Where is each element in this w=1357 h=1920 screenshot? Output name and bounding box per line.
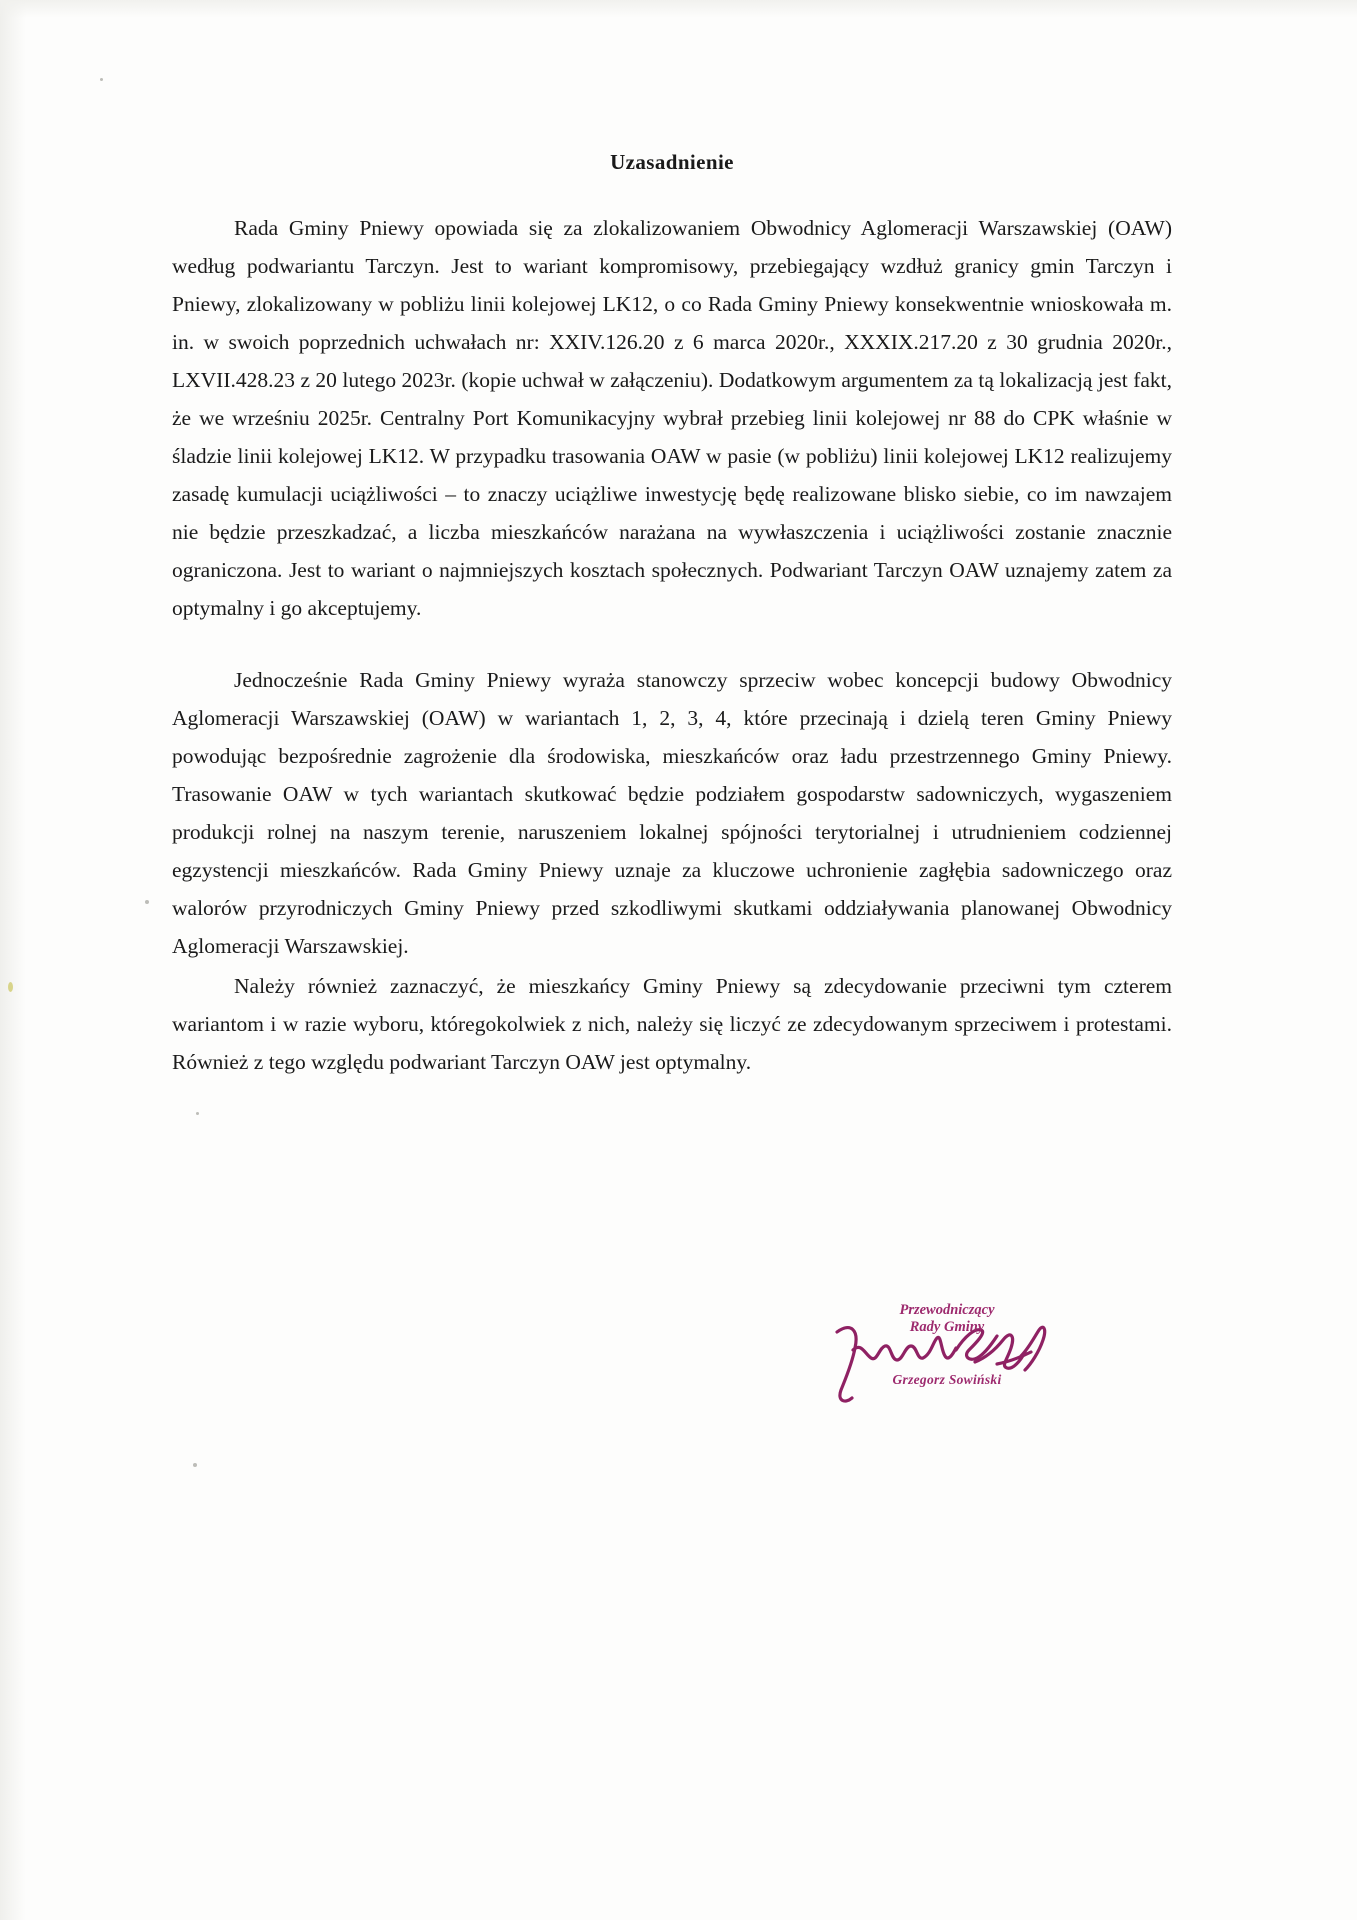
signature-caption	[867, 1302, 1027, 1336]
paragraph-1: Rada Gminy Pniewy opowiada się za zlokalizowaniem Obwodnicy Aglomeracji Warszawskiej (OAW) według podwariantu Tarczyn. Jest to wariant kompromisowy, przebiegający wzdłuż granicy gmin Tarczyn i Pniewy, zlokalizowany w pobliżu linii kolejowej LK12, o co Rada Gminy Pniewy konsekwentnie wnioskowała m. in. w swoich poprzednich uchwałach nr: XXIV.126.20 z 6 marca 2020r., XXXIX.217.20 z 30 grudnia 2020r., LXVII.428.23 z 20 lutego 2023r. (kopie uchwał w załączeniu). Dodatkowym argumentem za tą lokalizacją jest fakt, że we wrześniu 2025r. Centralny Port Komunikacyjny wybrał przebieg linii kolejowej nr 88 do CPK właśnie w śladzie linii kolejowej LK12. W przypadku trasowania OAW w pasie (w pobliżu) linii kolejowej LK12 realizujemy zasadę kumulacji uciążliwości – to znaczy uciążliwe inwestycję będę realizowane blisko siebie, co im nawzajem nie będzie przeszkadzać, a liczba mieszkańców narażana na wywłaszczenia i uciążliwości zostanie znacznie ograniczona. Jest to wariant o najmniejszych kosztach społecznych. Podwariant Tarczyn OAW uznajemy zatem za optymalny i go akceptujemy.	[172, 216, 1172, 620]
scan-speck	[193, 1463, 197, 1467]
scan-speck	[100, 78, 103, 81]
scan-edge-top	[0, 0, 1357, 18]
scan-speck	[8, 982, 13, 992]
paragraph-3: Należy również zaznaczyć, że mieszkańcy Gminy Pniewy są zdecydowanie przeciwni tym czterem wariantom i w razie wyboru, któregokolwiek z nich, należy się liczyć ze zdecydowanym sprzeciwem i protestami. Również z tego względu podwariant Tarczyn OAW jest optymalny.	[172, 974, 1172, 1074]
scan-speck	[145, 900, 149, 904]
page-title: Uzasadnienie	[610, 150, 734, 174]
scan-speck	[196, 1112, 199, 1115]
signature-caption-line1: Przewodniczący	[899, 1302, 995, 1318]
paragraph-2: Jednocześnie Rada Gminy Pniewy wyraża stanowczy sprzeciw wobec koncepcji budowy Obwodnicy Aglomeracji Warszawskiej (OAW) w wariantach 1, 2, 3, 4, które przecinają i dzielą teren Gminy Pniewy powodując bezpośrednie zagrożenie dla środowiska, mieszkańców oraz ładu przestrzennego Gminy Pniewy. Trasowanie OAW w tych wariantach skutkować będzie podziałem gospodarstw sadowniczych, wygaszeniem produkcji rolnej na naszym terenie, naruszeniem lokalnej spójności terytorialnej i utrudnieniem codziennej egzystencji mieszkańców. Rada Gminy Pniewy uznaje za kluczowe uchronienie zagłębia sadowniczego oraz walorów przyrodniczych Gminy Pniewy przed szkodliwymi skutkami oddziaływania planowanej Obwodnicy Aglomeracji Warszawskiej.	[172, 668, 1172, 958]
signature-caption-line2: Rady Gminy	[909, 1319, 985, 1335]
signature-block	[835, 1300, 1095, 1410]
scan-edge-left	[0, 0, 26, 1920]
document-body	[172, 150, 1172, 1081]
signature-name: Grzegorz Sowiński	[892, 1372, 1002, 1387]
